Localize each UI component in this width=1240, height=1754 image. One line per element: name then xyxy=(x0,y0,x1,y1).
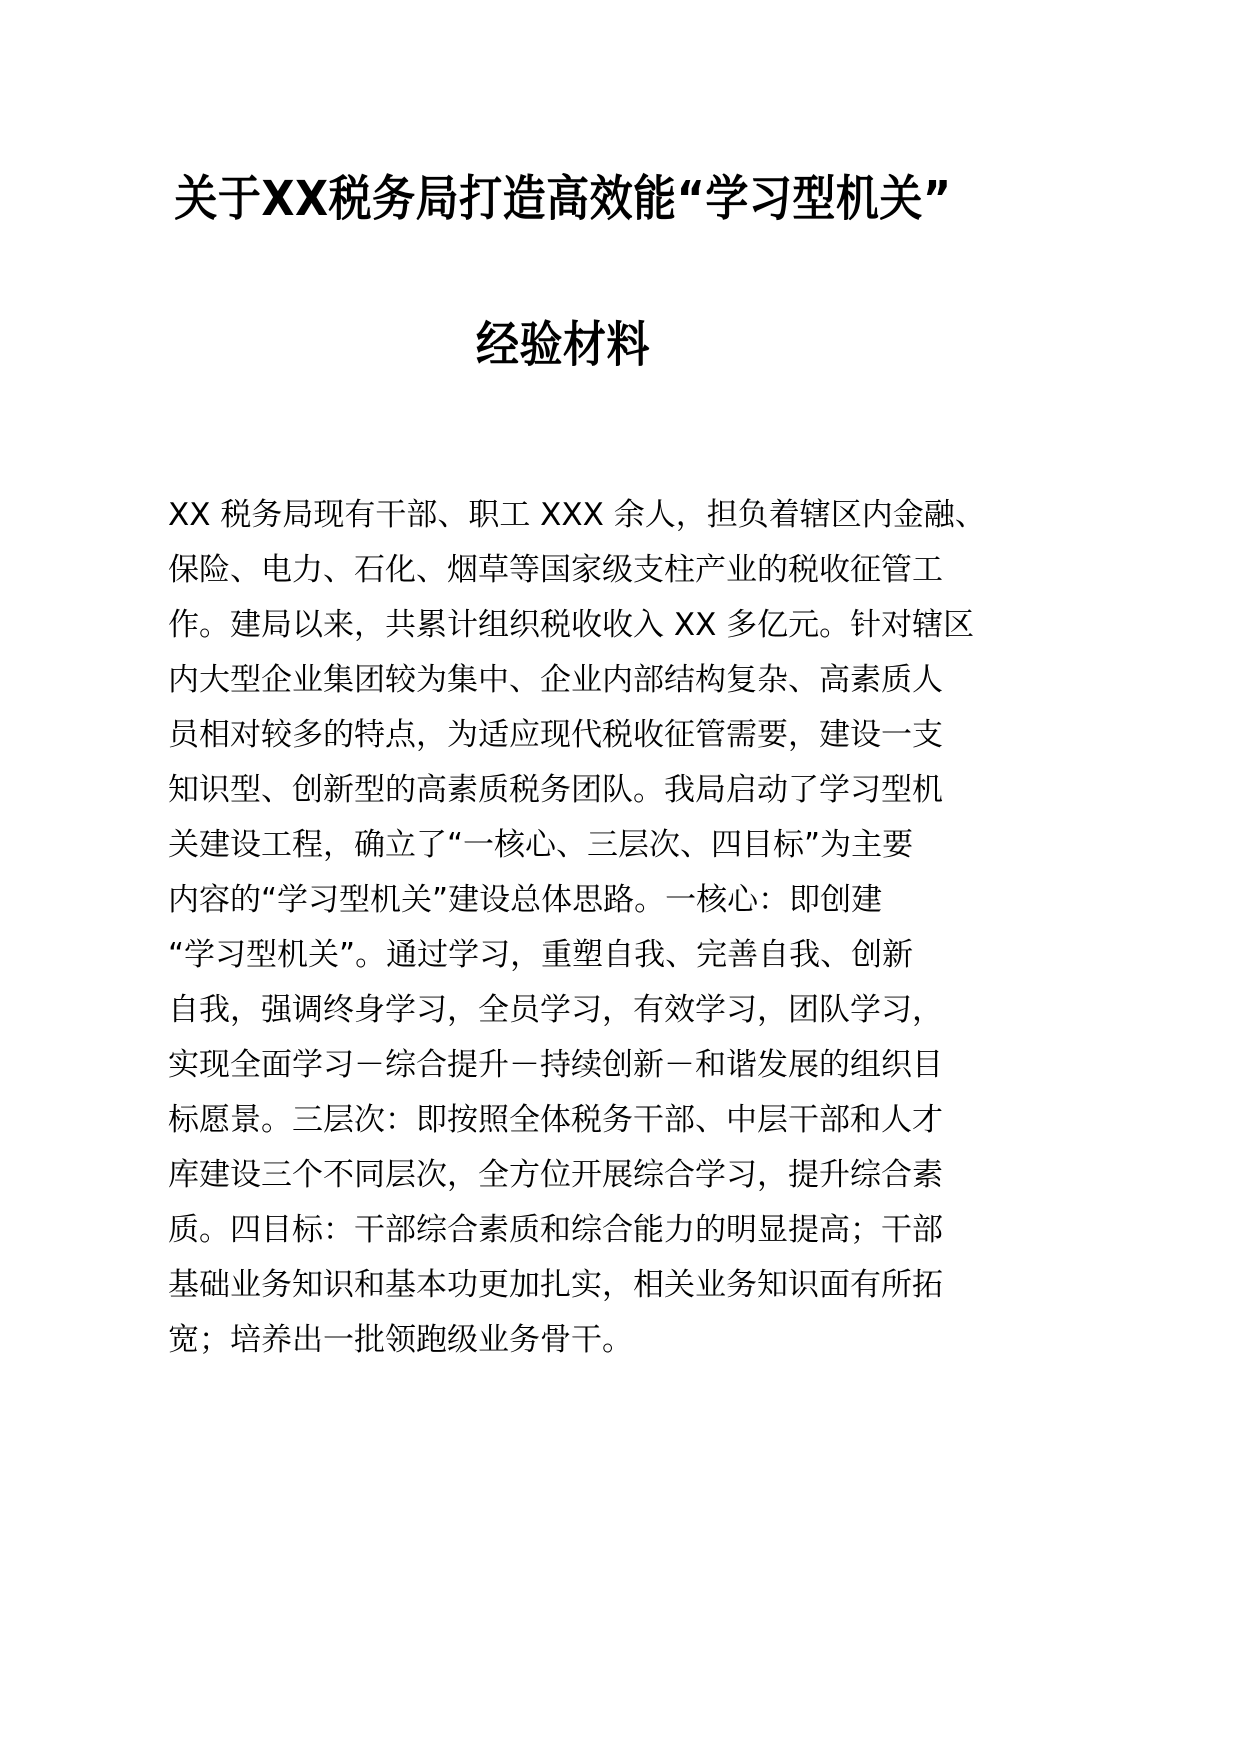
body-text-line: 保险、电力、石化、烟草等国家级支柱产业的税收征管工 xyxy=(168,551,943,588)
body-text-line: 库建设三个不同层次，全方位开展综合学习，提升综合素 xyxy=(168,1156,943,1193)
body-text-line: 实现全面学习－综合提升－持续创新－和谐发展的组织目 xyxy=(168,1046,943,1083)
body-text-line: 知识型、创新型的高素质税务团队。我局启动了学习型机 xyxy=(168,771,943,808)
body-text-line: 关建设工程，确立了“一核心、三层次、四目标”为主要 xyxy=(168,826,914,863)
body-text-line: 宽；培养出一批领跑级业务骨干。 xyxy=(168,1321,633,1358)
body-text-line: 员相对较多的特点，为适应现代税收征管需要，建设一支 xyxy=(168,716,943,753)
body-text-line: 基础业务知识和基本功更加扎实，相关业务知识面有所拓 xyxy=(168,1266,943,1303)
body-text-line: 自我，强调终身学习，全员学习，有效学习，团队学习， xyxy=(168,991,943,1028)
body-text-line: 内容的“学习型机关”建设总体思路。一核心：即创建 xyxy=(168,881,883,918)
body-text-line: 作。建局以来，共累计组织税收收入 XX 多亿元。针对辖区 xyxy=(168,606,975,643)
body-text-line: XX 税务局现有干部、职工 XXX 余人，担负着辖区内金融、 xyxy=(168,496,986,533)
document-title-line-2: 经验材料 xyxy=(476,316,650,373)
body-text-line: 内大型企业集团较为集中、企业内部结构复杂、高素质人 xyxy=(168,661,943,698)
body-text-line: 质。四目标：干部综合素质和综合能力的明显提高；干部 xyxy=(168,1211,943,1248)
document-title-line-1: 关于XX税务局打造高效能“学习型机关” xyxy=(174,171,952,228)
body-text-line: “学习型机关”。通过学习，重塑自我、完善自我、创新 xyxy=(168,936,914,973)
document-content xyxy=(168,0,986,1368)
body-paragraph xyxy=(168,488,986,1368)
body-text-line: 标愿景。三层次：即按照全体税务干部、中层干部和人才 xyxy=(168,1101,943,1138)
